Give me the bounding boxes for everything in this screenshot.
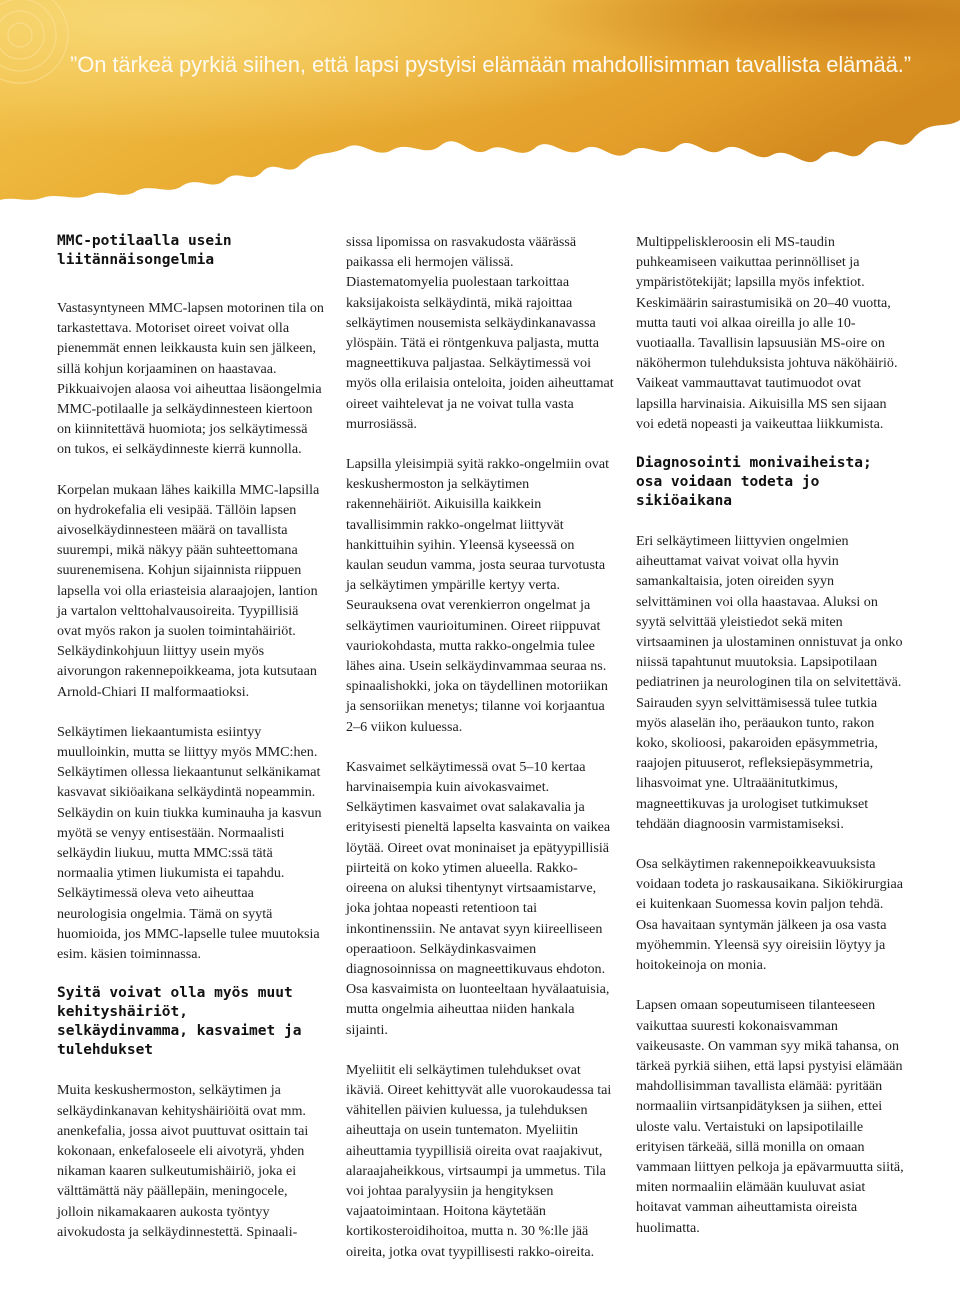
column-2: [346, 232, 614, 1262]
banner-watercolor-background: [0, 0, 960, 205]
paragraph: Selkäytimen liekaantumista esiintyy muulloinkin, mutta se liittyy myös MMC:hen. Selkäytimen ollessa liekaantunut selkänikamat kasvavat sikiöaikana selkäydintä nopeammin. Selkäydin on kuin tiukka kuminauha ja kasvun myötä se venyy entisestään. Normaalisti selkäydin liukuu, mutta MMC:ssä tätä normaalia ytimen liukumista ei tapahdu. Selkäytimessä oleva veto aiheuttaa neurologisia ongelmia. Tämä on syytä huomioida, jos MMC-lapselle tulee muutoksia esim. käsien toiminnassa.: [57, 723, 322, 963]
paragraph: Kasvaimet selkäytimessä ovat 5–10 kertaa harvinaisempia kuin aivokasvaimet. Selkäytimen kasvaimet ovat salakavalia ja erityisesti pieneltä lapselta kasvainta on vaikea löytää. Oireet ovat moninaiset ja epätyypillisiä piirteitä on koko ytimen alueella. Rakko-oireena on aluksi tihentynyt virtsaamistarve, joka johtaa nopeasti retentioon tai inkontinenssiin. Ne antavat syyn kiireelliseen operaatioon. Selkäydinkasvaimen diagnosoinnissa on magneettikuvaus ehdoton. Osa kasvaimista on luonteeltaan hyvälaatuisia, mutta ongelmia aiheuttaa niiden hankala sijainti.: [346, 758, 611, 1038]
paragraph: sissa lipomissa on rasvakudosta väärässä paikassa eli hermojen välissä. Diastematomyelia puolestaan tarkoittaa kaksijakoista selkäydintä, mikä rajoittaa selkäytimen nousemista selkäydinkanavassa ylöspäin. Tätä ei röntgenkuva paljasta, mutta magneettikuva paljastaa. Selkäytimessä voi myös olla erilaisia onteloita, joiden aiheuttamat oireet vaihtelevat ja ne voivat tulla vasta murrosiässä.: [346, 234, 614, 432]
section-heading: MMC-potilaalla usein liitännäisongelmia: [57, 233, 232, 268]
paragraph: Eri selkäytimeen liittyvien ongelmien aiheuttamat vaivat voivat olla hyvin samankaltaisia, joten oireiden syyn selvittäminen voi olla haastavaa. Aluksi on syytä selvittää yleistiedot sekä miten virtsaaminen ja ulostaminen onnistuvat ja onko niissä tapahtunut muutoksia. Lapsipotilaan pediatrinen ja neurologinen tila on selvitettävä. Sairauden syyn selvittämisessä tulee tutkia myös alaselän iho, peräaukon tunto, rakon koko, skolioosi, pakaroiden epäsymmetria, raajojen pituuserot, refleksiepäsymmetria, lihasvoimat yne. Ultraäänitutkimus, magneettikuvas ja urologiset tutkimukset tehdään diagnoosin varmistamiseksi.: [636, 533, 903, 832]
paragraph: Vastasyntyneen MMC-lapsen motorinen tila on tarkastettava. Motoriset oireet voivat olla pienemmät ennen leikkausta kuin sen jälkeen, sillä kohjun korjaaminen on haastavaa. Pikkuaivojen alaosa voi aiheuttaa lisäongelmia MMC-potilaalle ja selkäydinnesteen kiertoon on kiinnitettävä huomiota; jos selkäytimessä on tukos, ei selkäydinneste kierrä kunnolla.: [57, 300, 324, 458]
paragraph: Lapsen omaan sopeutumiseen tilanteeseen vaikuttaa suuresti kokonaisvamman vaikeusaste. On vamman syy mikä tahansa, on tärkeä pyrkiä siihen, että lapsi pystyisi elämään mahdollisimman tavallista elämää: pyritään normaaliin virtsanpidätyksen ja siihen, ettei uloste valu. Vertaistuki on lapsipotilaille erityisen tärkeää, sillä monilla on omaan vammaan liittyen pelkoja ja epävarmuutta siitä, miten normaaliin elämään kuuluvat asiat hoitavat vamman aiheuttamista oireista huolimatta.: [636, 997, 904, 1236]
paragraph: Lapsilla yleisimpiä syitä rakko-ongelmiin ovat keskushermoston ja selkäytimen rakennehäiriöt. Aikuisilla kaikkein tavallisimmin rakko-ongelmat liittyvät hankittuihin syihin. Yleensä kyseessä on kaulan seudun vamma, josta seuraa turvotusta ja selkäytimen ympärille kertyy verta. Seurauksena ovat verenkierron ongelmat ja selkäytimen vaurioituminen. Oireet riippuvat vauriokohdasta, mutta rakko-ongelmia tulee lähes aina. Usein selkäydinvammaa seuraa ns. spinaalishokki, joka on täydellinen motoriikan ja sensoriikan menetys; tilanne voi korjaantua 2–6 viikon kuluessa.: [346, 456, 610, 735]
paragraph: Korpelan mukaan lähes kaikilla MMC-lapsilla on hydrokefalia eli vesipää. Tällöin lapsen aivoselkäydinnesteen määrä on tavallista suurempi, mikä näkyy pään suhteettomana suurenemisena. Kohjun sijainnista riippuen lapsella voi olla eriasteisia alaraajojen, lantion ja vartalon velttohalvausoireita. Tyypillisiä ovat myös rakon ja suolen toimintahäiriöt. Selkäydinkohjuun liittyy usein myös aivorungon rakennepoikkeama, jota kutsutaan Arnold-Chiari II malformaatioksi.: [57, 481, 320, 700]
paragraph: Muita keskushermoston, selkäytimen ja selkäydinkanavan kehityshäiriöitä ovat mm. anenkefalia, jossa aivot puuttuvat osittain tai kokonaan, enkefaloseele eli aivotyrä, yhden nikaman kaaren sulkeutumishäiriö, joka ei välttämättä näy päällepäin, meningocele, jolloin nikamakaaren aukosta työntyy aivokudosta ja selkäydinnestettä. Spinaali-: [57, 1082, 309, 1240]
paragraph: Myeliitit eli selkäytimen tulehdukset ovat ikäviä. Oireet kehittyvät alle vuorokaudessa tai vähitellen päivien kuluessa, ja tulehduksen aiheuttaja on usein tuntematon. Myeliitin aiheuttamia tyypillisiä oireita ovat raajakivut, alaraajaheikkous, virtsaumpi ja ummetus. Tila voi johtaa paralyysiin ja hengityksen vajaatoimintaan. Hoitona käytetään kortikosteroidihoitoa, mutta n. 30 %:lle jää oireita, jotka ovat tyypillisesti rakko-oireita.: [346, 1061, 612, 1260]
section-heading: Diagnosointi monivaiheista; osa voidaan todeta jo sikiöaikana: [636, 455, 872, 510]
section-heading: Syitä voivat olla myös muut kehityshäiriöt, selkäydinvamma, kasvaimet ja tulehdukset: [57, 985, 302, 1059]
header-banner: [0, 0, 960, 205]
paragraph: Osa selkäytimen rakennepoikkeavuuksista voidaan todeta jo raskausaikana. Sikiökirurgiaa ei kuitenkaan Suomessa kovin paljon tehdä. Osa havaitaan syntymän jälkeen ja osa vasta myöhemmin. Yleensä syy oireisiin löytyy ja hoitokeinoja on monia.: [636, 856, 904, 974]
banner-quote: ”On tärkeä pyrkiä siihen, että lapsi pystyisi elämään mahdollisimman tavallista elämää.”: [70, 52, 912, 77]
column-1: [57, 232, 325, 1242]
paragraph: Multippeliskleroosin eli MS-taudin puhkeamiseen vaikuttaa perinnölliset ja ympäristötekijät; lapsilla myös infektiot. Keskimäärin sairastumisikä on 20–40 vuotta, mutta tauti voi alkaa oireilla jo alle 10-vuotiaalla. Tavallisin lapsuusiän MS-oire on näköhermon tulehduksista johtuva näköhäiriö. Vaikeat vammauttavat tautimuodot ovat lapsilla harvinaisia. Aikuisilla MS sen sijaan voi edetä nopeasti ja vaikeuttaa liikkumista.: [636, 234, 898, 432]
column-3: [636, 232, 904, 1238]
